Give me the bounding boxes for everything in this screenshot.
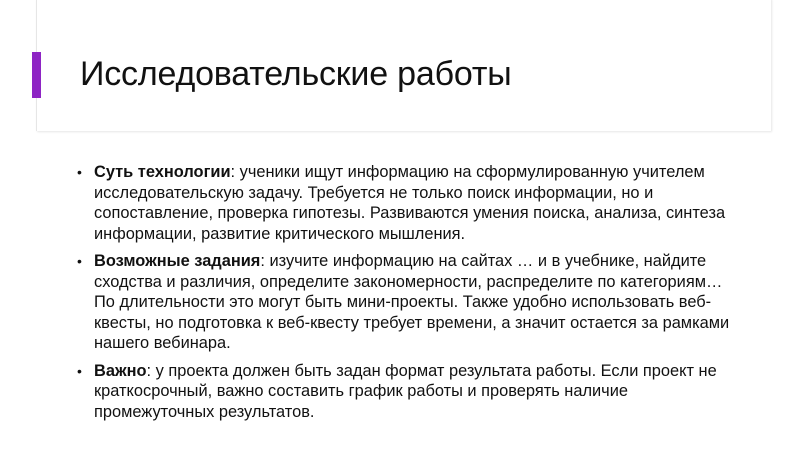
bullet-text: : ученики ищут информацию на сформулированную учителем исследовательскую задачу. Требуется не только поиск информации, но и сопоставление, проверка гипотезы. Развиваются умения поиска, анализа, синтеза информации, развитие критического мышления. [94, 163, 726, 243]
bullet-item-essence [76, 162, 746, 244]
bullet-item-possible-tasks [76, 251, 746, 354]
slide-title: Исследовательские работы [80, 55, 512, 93]
bullet-lead: Важно [94, 361, 147, 380]
bullet-item-important [76, 361, 746, 423]
bullet-text: : у проекта должен быть задан формат результата работы. Если проект не краткосрочный, важно составить график работы и проверять наличие промежуточных результатов. [94, 361, 717, 421]
accent-bar [32, 52, 41, 98]
bullet-lead: Возможные задания [94, 252, 261, 270]
bullet-text: : изучите информацию на сайтах … и в учебнике, найдите сходства и различия, определите закономерности, распределите по категориям… По длительности это могут быть мини-проекты. Также удобно использовать веб-квесты, но подготовка к веб-квесту требует времени, а значит остается за рамками нашего вебинара. [94, 252, 730, 352]
bullet-lead: Суть технологии [94, 163, 231, 181]
bullet-list [76, 162, 746, 429]
